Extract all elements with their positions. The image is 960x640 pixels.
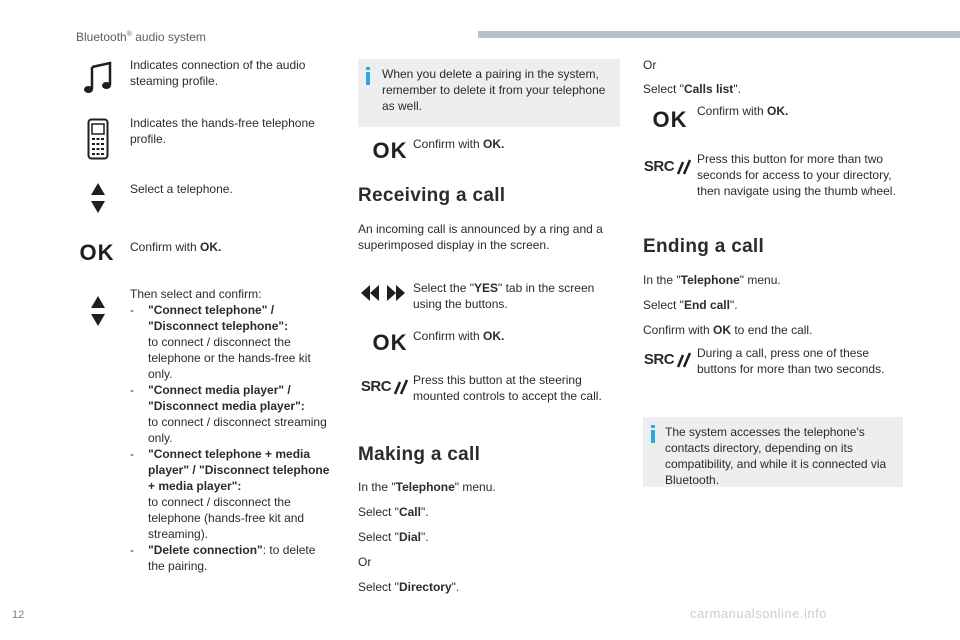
step-select-directory: Select "Directory". (358, 580, 460, 594)
or-text: Or (643, 58, 657, 72)
note-text: When you delete a pairing in the system, remember to delete it from your telephone as well. (382, 67, 606, 113)
connection-options (130, 286, 330, 574)
option-delete-connection: - "Delete connection": to delete the pairing. (130, 542, 330, 574)
ok-button-icon-2: OK (372, 138, 408, 163)
triangle-up-icon (91, 296, 105, 308)
streaming-profile-text: Indicates connection of the audio steaming profile. (130, 58, 306, 88)
info-icon-2 (651, 425, 655, 443)
select-telephone-text: Select a telephone. (130, 182, 233, 196)
confirm-ok-text-3: Confirm with OK. (413, 329, 505, 343)
step-select-dial: Select "Dial". (358, 530, 429, 544)
confirm-ok-text-2: Confirm with OK. (413, 137, 505, 151)
step-or: Or (358, 555, 372, 569)
options-list (130, 302, 330, 574)
ending-call-heading: Ending a call (643, 236, 765, 257)
watermark: carmanualsonline.info (690, 606, 827, 621)
option-connect-telephone: - "Connect telephone" / "Disconnect telephone": to connect / disconnect the telephone or the hands-free kit only. (130, 302, 330, 382)
step-confirm-end: Confirm with OK to end the call. (643, 323, 813, 337)
then-select-text: Then select and confirm: (130, 287, 262, 301)
triangle-down-icon (91, 201, 105, 213)
step-telephone-menu-2: In the "Telephone" menu. (643, 273, 781, 287)
confirm-ok-text-4: Confirm with OK. (697, 104, 789, 118)
ending-call-steps (643, 272, 905, 338)
select-yes-text: Select the "YES" tab in the screen using the buttons. (413, 281, 595, 311)
press-steering-text: Press this button at the steering mounted controls to accept the call. (413, 373, 602, 403)
during-call-text: During a call, press one of these buttons for more than two seconds. (697, 346, 885, 376)
page-number: 12 (12, 609, 25, 621)
ok-button-icon: OK (79, 240, 115, 265)
confirm-ok-text: Confirm with OK. (130, 240, 222, 254)
select-calls-list-text: Select "Calls list". (643, 82, 741, 96)
info-note-contacts (643, 417, 903, 487)
step-telephone-menu: In the "Telephone" menu. (358, 480, 496, 494)
receiving-call-text: An incoming call is announced by a ring and a superimposed display in the screen. (358, 222, 603, 252)
making-call-steps (358, 479, 620, 595)
ok-button-icon-3: OK (372, 330, 408, 355)
header-bar (478, 31, 960, 38)
triangle-down-icon (91, 314, 105, 326)
making-call-heading: Making a call (358, 444, 481, 465)
receiving-call-heading: Receiving a call (358, 185, 506, 206)
up-down-arrows-icon-2 (88, 296, 108, 326)
handsfree-profile-text: Indicates the hands-free telephone profile. (130, 116, 315, 146)
step-select-call: Select "Call". (358, 505, 429, 519)
info-icon (366, 67, 370, 85)
src-button-icon-2: SRC (643, 156, 693, 178)
info-note-delete-pairing (358, 59, 620, 127)
ok-button-icon-4: OK (652, 107, 688, 132)
option-connect-both: - "Connect telephone + media player" / "Disconnect telephone + media player": to connect / disconnect the telephone (hands-free kit and streaming). (130, 446, 330, 542)
step-select-end-call: Select "End call". (643, 298, 738, 312)
music-note-icon (80, 60, 116, 96)
src-button-icon-3: SRC (643, 349, 693, 371)
up-down-arrows-icon (88, 183, 108, 213)
seek-arrows-icon (360, 283, 406, 303)
press-two-seconds-text: Press this button for more than two seconds for access to your directory, then navigate using the thumb wheel. (697, 152, 896, 198)
src-button-icon: SRC (360, 376, 410, 398)
mobile-phone-icon (84, 118, 112, 160)
note-text-2: The system accesses the telephone's contacts directory, depending on its compatibility, and while it is connected via Bluetooth. (665, 425, 887, 487)
option-connect-media: - "Connect media player" / "Disconnect media player": to connect / disconnect streaming only. (130, 382, 330, 446)
page-header-title: Bluetooth® audio system (76, 30, 206, 44)
triangle-up-icon (91, 183, 105, 195)
